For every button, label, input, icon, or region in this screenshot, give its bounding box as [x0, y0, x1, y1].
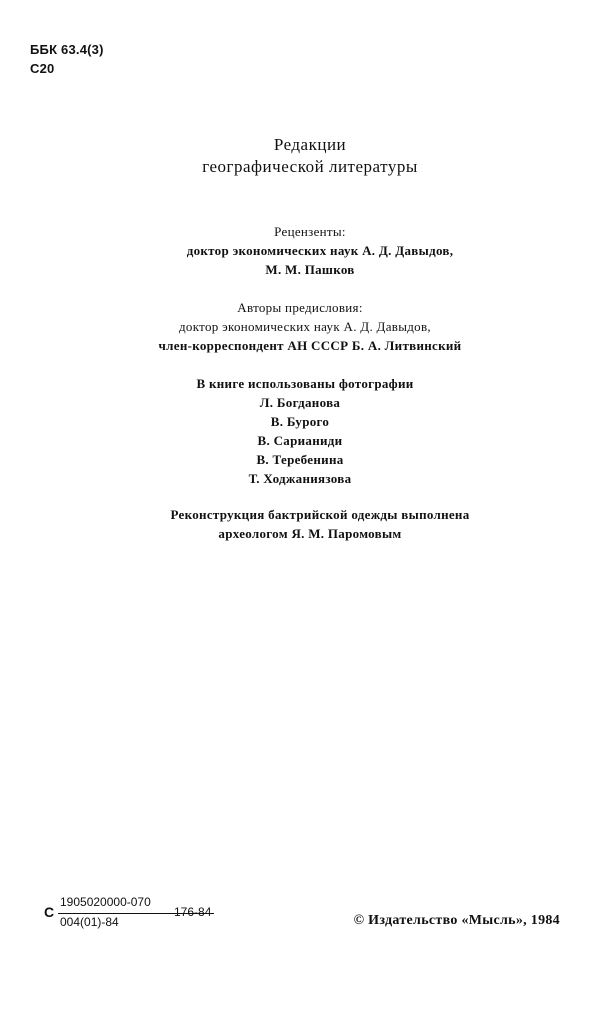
photographer-name: Л. Богданова [259, 395, 341, 410]
reconstruction-line-2: археологом Я. М. Паромовым [218, 526, 402, 541]
reconstruction-line-1: Реконструкция бактрийской одежды выполнена [170, 507, 470, 522]
bbk-code: ББК 63.4(3) [30, 42, 104, 57]
photographer-name: Т. Ходжаниязова [248, 471, 352, 486]
catalog-code-letter: С [44, 904, 55, 920]
preface-title: Авторы предисловия: [237, 300, 363, 315]
reviewer-line-2: М. М. Пашков [265, 262, 355, 277]
bbk-classification [30, 40, 104, 78]
catalog-code-denominator: 004(01)-84 [60, 915, 119, 929]
preface-author-line-1: доктор экономических наук А. Д. Давыдов, [179, 319, 431, 334]
photographer-name: В. Теребенина [256, 452, 344, 467]
reviewers-title: Рецензенты: [274, 224, 346, 239]
preface-author-line-2: член-корреспондент АН СССР Б. А. Литвинский [158, 338, 462, 353]
editorial-office [0, 134, 600, 178]
bbk-index: С20 [30, 61, 55, 76]
reconstruction-credit [0, 505, 600, 543]
photographer-name: В. Бурого [270, 414, 330, 429]
preface-authors-block [0, 298, 600, 355]
editorial-line-1: Редакции [273, 135, 347, 154]
reviewers-block [0, 222, 600, 279]
catalog-code-numerator: 1905020000-070 [60, 895, 151, 909]
photo-credits-block [0, 374, 600, 488]
catalog-code-suffix: 176-84 [174, 905, 212, 919]
photo-credits-title: В книге использованы фотографии [196, 376, 414, 391]
photographer-name: В. Сарианиди [257, 433, 343, 448]
copyright-notice: © Издательство «Мысль», 1984 [353, 913, 560, 928]
reviewer-line-1: доктор экономических наук А. Д. Давыдов, [186, 243, 454, 258]
editorial-line-2: географической литературы [202, 157, 418, 176]
